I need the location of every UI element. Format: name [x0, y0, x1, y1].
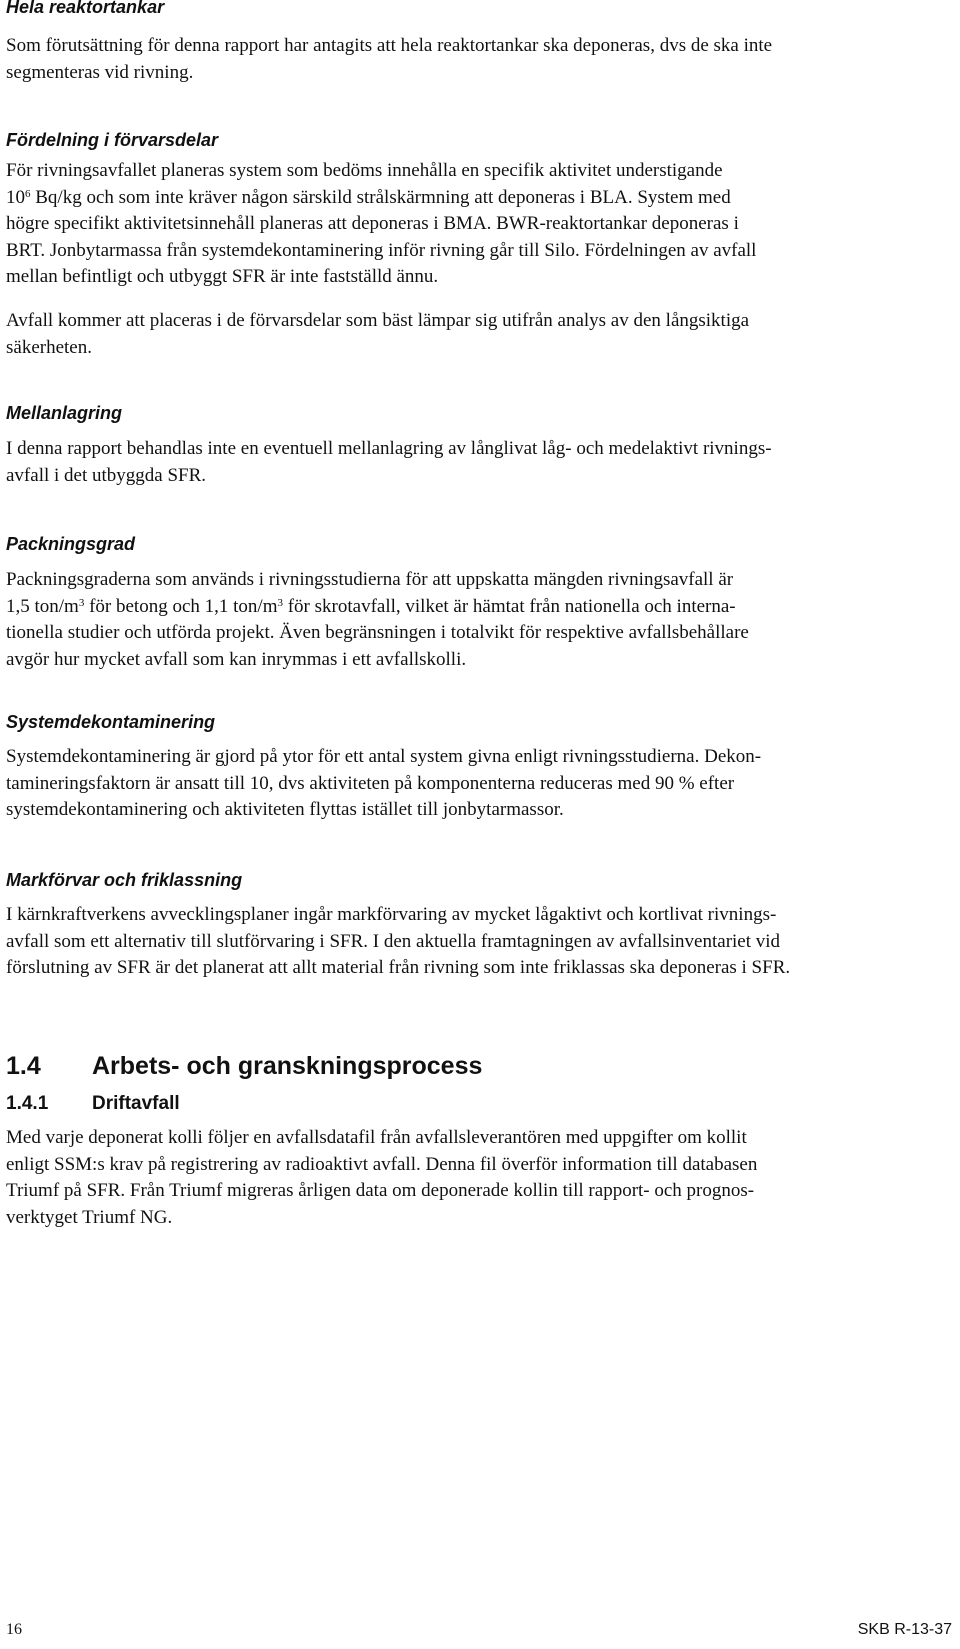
section-heading-1-4-1	[6, 1092, 180, 1116]
text-line: Avfall kommer att placeras i de förvarsdelar som bäst lämpar sig utifrån analys av den långsiktiga	[6, 310, 750, 331]
heading-hela-reaktortankar: Hela reaktortankar	[6, 0, 165, 17]
heading-fordelning-i-forvarsdelar: Fördelning i förvarsdelar	[6, 130, 219, 150]
text-line: I kärnkraftverkens avvecklingsplaner ingår markförvaring av mycket lågaktivt och kortlivat rivnings-	[6, 904, 777, 925]
section-heading-1-4	[6, 1051, 482, 1081]
superscript-exponent: 6	[25, 187, 31, 200]
paragraph-packningsgrad	[6, 567, 941, 673]
text-line: Triumf på SFR. Från Triumf migreras årligen data om deponerade kollin till rapport- och prognos-	[6, 1180, 755, 1201]
text-line: enligt SSM:s krav på registrering av radioaktivt avfall. Denna fil överför information till databasen	[6, 1153, 758, 1175]
text-line: $10^6$ Bq/kg och som inte kräver någon särskild strålskärmning att deponeras i BLA. System med	[6, 186, 731, 208]
text-line: I denna rapport behandlas inte en eventuell mellanlagring av långlivat låg- och medelaktivt rivnings-	[6, 438, 772, 459]
section-number: 1.4.1	[6, 1093, 49, 1114]
text-line: Packningsgraderna som används i rivningsstudierna för att uppskatta mängden rivningsavfall är	[6, 569, 734, 590]
text-line: mellan befintligt och utbyggt SFR är inte fastställd ännu.	[6, 266, 439, 287]
superscript-exponent: 3	[277, 596, 283, 609]
paragraph-fordelning-2	[6, 308, 941, 361]
paragraph-systemdekontaminering	[6, 744, 941, 824]
paragraph-markforvar	[6, 902, 941, 982]
heading-systemdekontaminering: Systemdekontaminering	[6, 712, 216, 732]
text-line: Systemdekontaminering är gjord på ytor för ett antal system givna enligt rivningsstudierna. Dekon-	[6, 746, 762, 767]
text-line: Som förutsättning för denna rapport har antagits att hela reaktortankar ska deponeras, dvs de ska inte	[6, 35, 773, 56]
text-line: högre specifikt aktivitetsinnehåll planeras att deponeras i BMA. BWR-reaktortankar deponeras i	[6, 213, 739, 234]
superscript-exponent: 3	[78, 596, 85, 609]
text-line: tamineringsfaktorn är ansatt till 10, dvs aktiviteten på komponenterna reduceras med 90 % efter	[6, 772, 735, 794]
section-number: 1.4	[6, 1052, 41, 1080]
heading-packningsgrad: Packningsgrad	[6, 534, 136, 554]
text-line: avfall i det utbyggda SFR.	[6, 464, 207, 486]
text-line: Med varje deponerat kolli följer en avfallsdatafil från avfallsleverantören med uppgifter om kollit	[6, 1127, 747, 1148]
heading-mellanlagring: Mellanlagring	[6, 403, 123, 423]
text-line: BRT. Jonbytarmassa från systemdekontaminering inför rivning går till Silo. Fördelningen av avfall	[6, 239, 757, 261]
text-line: segmenteras vid rivning.	[6, 61, 194, 83]
text-line: För rivningsavfallet planeras system som bedöms innehålla en specifik aktivitet understigande	[6, 160, 723, 181]
heading-markforvar-och-friklassning: Markförvar och friklassning	[6, 870, 243, 890]
text-line: verktyget Triumf NG.	[6, 1206, 173, 1228]
page-number: 16	[6, 1621, 22, 1638]
text-line: förslutning av SFR är det planerat att allt material från rivning som inte friklassas ska deponeras i SFR.	[6, 957, 791, 978]
section-title: Arbets- och granskningsprocess	[92, 1052, 483, 1080]
text-line: 1,5 ton/$m^3$ för betong och 1,1 ton/$m^3$ för skrotavfall, vilket är hämtat från nationella och interna-	[6, 595, 736, 617]
paragraph-fordelning-1	[6, 158, 941, 291]
section-title: Driftavfall	[92, 1093, 180, 1114]
text-line: avgör hur mycket avfall som kan inrymmas i ett avfallskolli.	[6, 648, 467, 670]
paragraph-hela-reaktortankar	[6, 33, 941, 86]
report-id: SKB R-13-37	[857, 1621, 952, 1638]
paragraph-driftavfall	[6, 1125, 941, 1231]
text-line: systemdekontaminering och aktiviteten flyttas istället till jonbytarmassor.	[6, 799, 564, 820]
text-line: säkerheten.	[6, 336, 92, 358]
text-line: tionella studier och utförda projekt. Även begränsningen i totalvikt för respektive avfallsbehållare	[6, 622, 749, 643]
text-line: avfall som ett alternativ till slutförvaring i SFR. I den aktuella framtagningen av avfallsinventariet vid	[6, 930, 781, 952]
paragraph-mellanlagring	[6, 436, 941, 489]
